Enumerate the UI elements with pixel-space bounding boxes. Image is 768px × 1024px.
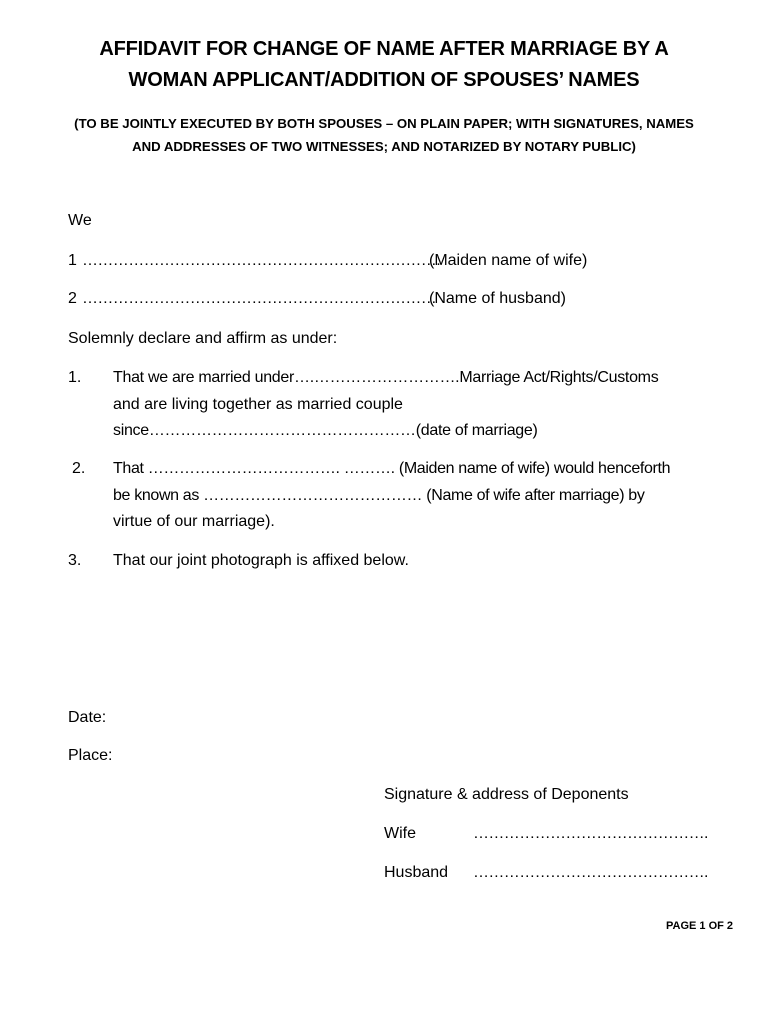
deponent-number: 2	[68, 290, 77, 307]
deponent-label: (Maiden name of wife)	[429, 252, 588, 269]
clause-line: virtue of our marriage).	[113, 513, 275, 530]
clause-number: 1.	[68, 369, 82, 386]
place-label: Place:	[68, 747, 113, 764]
clause-number: 3.	[68, 552, 82, 569]
deponent-label: (Name of husband)	[429, 290, 566, 307]
declaration-text: Solemnly declare and affirm as under:	[68, 330, 338, 347]
wife-signature-blank: ……………………………………….	[473, 825, 708, 842]
title-line-1: AFFIDAVIT FOR CHANGE OF NAME AFTER MARRIAGE BY A	[99, 38, 669, 60]
deponent-blank: …………………………………………………………….	[82, 252, 441, 269]
husband-label: Husband	[384, 864, 449, 881]
subtitle-line-2: AND ADDRESSES OF TWO WITNESSES; AND NOTARIZED BY NOTARY PUBLIC)	[132, 139, 636, 154]
deponent-number: 1	[68, 252, 77, 269]
clause-number: 2.	[72, 460, 86, 477]
date-label: Date:	[68, 709, 107, 726]
subtitle-line-1: (TO BE JOINTLY EXECUTED BY BOTH SPOUSES – ON PLAIN PAPER; WITH SIGNATURES, NAMES	[74, 116, 694, 131]
title-line-2: WOMAN APPLICANT/ADDITION OF SPOUSES’ NAMES	[128, 69, 640, 91]
clause-line: That we are married under….……………………….Marriage Act/Rights/Customs	[113, 369, 659, 386]
page-number: PAGE 1 OF 2	[666, 920, 734, 932]
we-text: We	[68, 212, 92, 229]
signature-heading: Signature & address of Deponents	[384, 786, 629, 803]
clause-line: since……………………………………………(date of marriage)	[113, 422, 538, 439]
wife-label: Wife	[384, 825, 416, 842]
clause-line: That ………………………………. ………. (Maiden name of wife) would henceforth	[113, 460, 671, 477]
deponent-blank: ……………………………………………………………	[82, 290, 437, 307]
clause-line: and are living together as married couple	[113, 396, 403, 413]
clause-line: be known as …………………………………… (Name of wife after marriage) by	[113, 487, 645, 504]
clause-line: That our joint photograph is affixed below.	[113, 552, 409, 569]
husband-signature-blank: ……………………………………….	[473, 864, 708, 881]
